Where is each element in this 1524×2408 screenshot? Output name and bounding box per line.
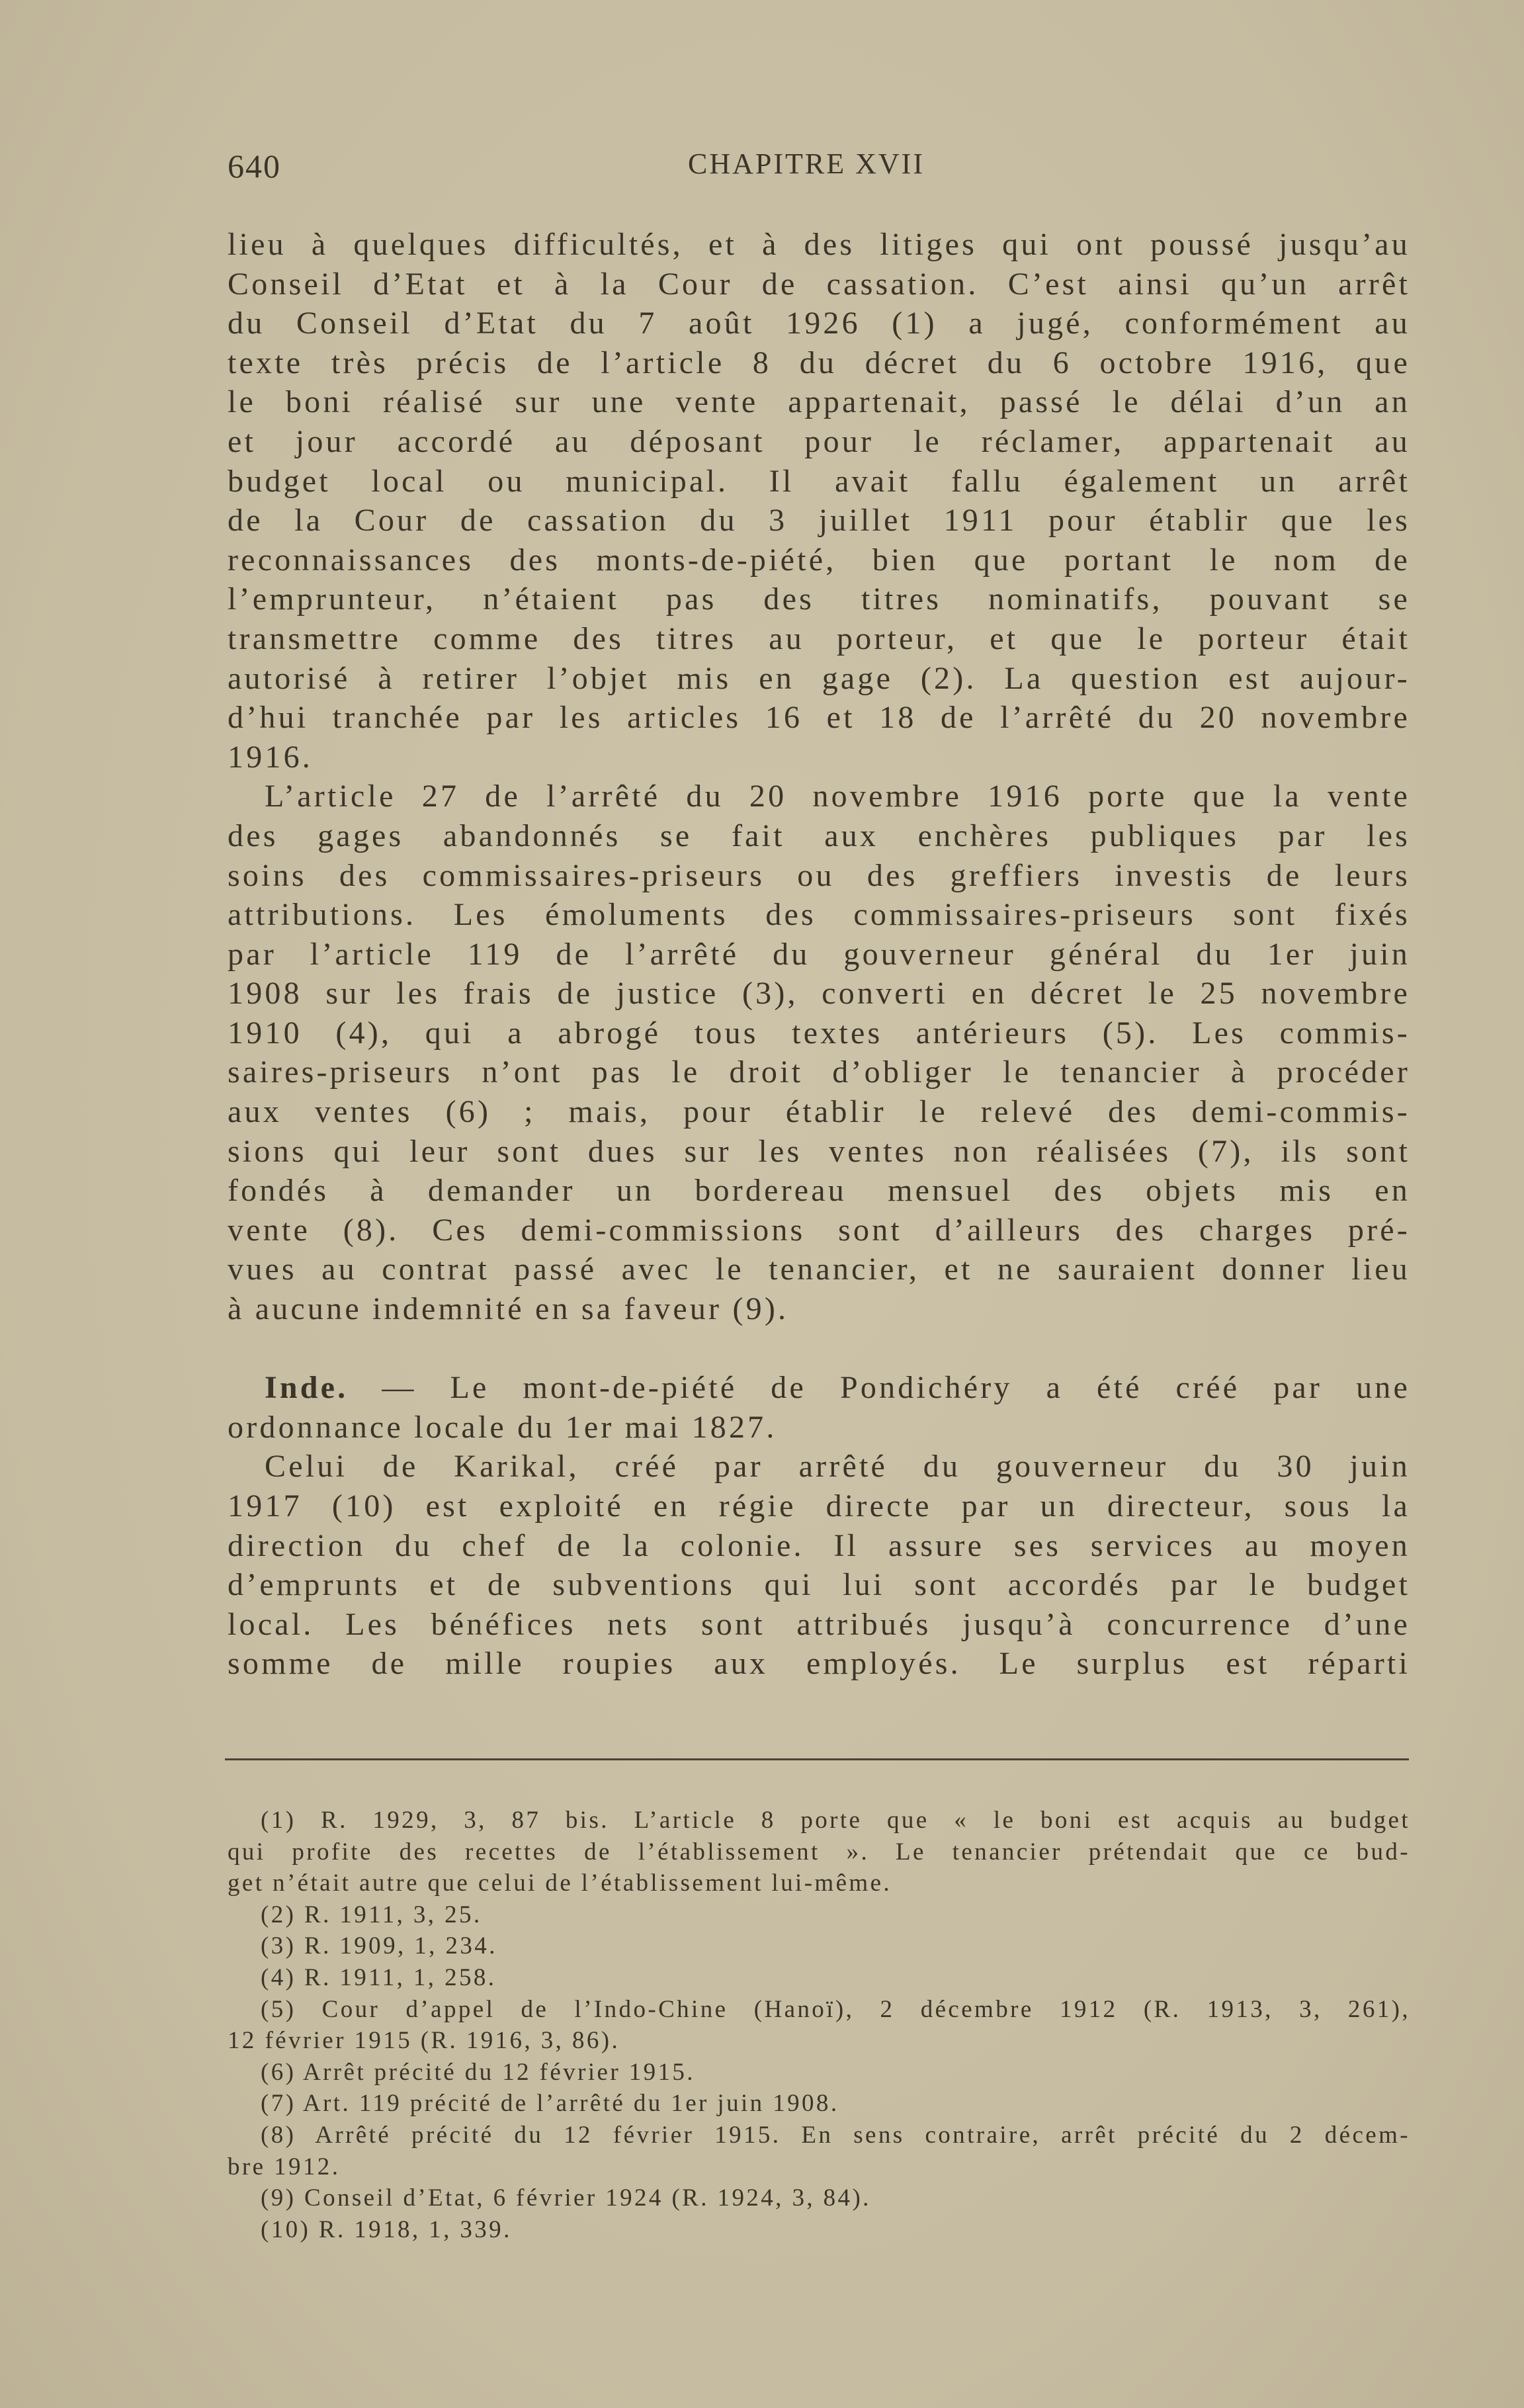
footnote-line: (9) Conseil d’Etat, 6 février 1924 (R. 1924, 3, 84).	[261, 2184, 871, 2212]
footnote-line: (10) R. 1918, 1, 339.	[261, 2215, 512, 2243]
text-line: somme de mille roupies aux employés. Le surplus est réparti	[228, 1646, 1410, 1682]
text-line: du Conseil d’Etat du 7 août 1926 (1) a jugé, conformément au	[228, 306, 1410, 341]
text-line: autorisé à retirer l’objet mis en gage (2). La question est aujour-	[228, 660, 1410, 696]
footnote-line: (3) R. 1909, 1, 234.	[261, 1932, 497, 1960]
footnotes	[228, 1805, 1410, 2245]
footnote-line: qui profite des recettes de l’établissement ». Le tenancier prétendait que ce bud-	[228, 1838, 1410, 1866]
text-line: 1910 (4), qui a abrogé tous textes antérieurs (5). Les commis-	[228, 1015, 1410, 1051]
footnote-line: (8) Arrêté précité du 12 février 1915. En sens contraire, arrêt précité du 2 décem-	[261, 2121, 1410, 2149]
text-line: par l’article 119 de l’arrêté du gouverneur général du 1er juin	[228, 936, 1410, 972]
footnote-line: (7) Art. 119 précité de l’arrêté du 1er juin 1908.	[261, 2090, 839, 2118]
text-line: texte très précis de l’article 8 du décret du 6 octobre 1916, que	[228, 345, 1410, 380]
text-line: budget local ou municipal. Il avait fallu également un arrêt	[228, 463, 1410, 499]
text-line: lieu à quelques difficultés, et à des litiges qui ont poussé jusqu’au	[228, 227, 1410, 262]
text-line: sions qui leur sont dues sur les ventes non réalisées (7), ils sont	[228, 1133, 1410, 1169]
text-line: transmettre comme des titres au porteur, et que le porteur était	[228, 621, 1410, 656]
text-line: saires-priseurs n’ont pas le droit d’obliger le tenancier à procéder	[228, 1054, 1410, 1090]
text-line: fondés à demander un bordereau mensuel des objets mis en	[228, 1173, 1410, 1209]
text-line: reconnaissances des monts-de-piété, bien que portant le nom de	[228, 542, 1410, 578]
text-line: d’hui tranchée par les articles 16 et 18 de l’arrêté du 20 novembre	[228, 700, 1410, 736]
text-line: ordonnance locale du 1er mai 1827.	[228, 1409, 777, 1445]
footnote-line: get n’était autre que celui de l’établissement lui-même.	[228, 1870, 892, 1897]
footnote-line: (4) R. 1911, 1, 258.	[261, 1963, 497, 1991]
text-line: vente (8). Ces demi-commissions sont d’ailleurs des charges pré-	[228, 1212, 1410, 1248]
text-line: aux ventes (6) ; mais, pour établir le relevé des demi-commis-	[228, 1094, 1410, 1130]
footnote-line: (5) Cour d’appel de l’Indo-Chine (Hanoï), 2 décembre 1912 (R. 1913, 3, 261),	[261, 1995, 1410, 2023]
text-line: et jour accordé au déposant pour le réclamer, appartenait au	[228, 423, 1410, 459]
text-line: d’emprunts et de subventions qui lui sont accordés par le budget	[228, 1567, 1410, 1603]
text-line: soins des commissaires-priseurs ou des greffiers investis de leurs	[228, 857, 1410, 893]
text-line: des gages abandonnés se fait aux enchères publiques par les	[228, 818, 1410, 853]
text-line: de la Cour de cassation du 3 juillet 1911 pour établir que les	[228, 503, 1410, 538]
text-line	[228, 1368, 1410, 1408]
line-text: — Le mont-de-piété de Pondichéry a été créé par une	[382, 1370, 1410, 1406]
text-line: 1908 sur les frais de justice (3), converti en décret le 25 novembre	[228, 976, 1410, 1011]
section-heading: Inde.	[265, 1370, 349, 1406]
text-line: à aucune indemnité en sa faveur (9).	[228, 1291, 789, 1327]
text-line: Conseil d’Etat et à la Cour de cassation. C’est ainsi qu’un arrêt	[228, 266, 1410, 302]
text-line	[228, 1329, 1410, 1369]
text-line: 1916.	[228, 739, 313, 775]
footnote-line: (2) R. 1911, 3, 25.	[261, 1901, 482, 1928]
text-line: Celui de Karikal, créé par arrêté du gouverneur du 30 juin	[265, 1449, 1410, 1484]
text-line: 1917 (10) est exploité en régie directe par un directeur, sous la	[228, 1488, 1410, 1524]
text-line: l’emprunteur, n’étaient pas des titres nominatifs, pouvant se	[228, 581, 1410, 617]
running-head: CHAPITRE XVII	[688, 148, 925, 180]
text-line: L’article 27 de l’arrêté du 20 novembre 1916 porte que la vente	[265, 779, 1410, 814]
text-line: vues au contrat passé avec le tenancier, et ne sauraient donner lieu	[228, 1252, 1410, 1287]
text-line: direction du chef de la colonie. Il assure ses services au moyen	[228, 1527, 1410, 1563]
page-number: 640	[228, 148, 281, 185]
footnote-line: (1) R. 1929, 3, 87 bis. L’article 8 porte que « le boni est acquis au budget	[261, 1807, 1410, 1834]
text-line: le boni réalisé sur une vente appartenait, passé le délai d’un an	[228, 384, 1410, 420]
text-line: local. Les bénéfices nets sont attribués jusqu’à concurrence d’une	[228, 1606, 1410, 1642]
footnote-line: 12 février 1915 (R. 1916, 3, 86).	[228, 2027, 620, 2055]
footnote-rule	[225, 1758, 1409, 1760]
main-text	[228, 225, 1410, 1684]
text-line: attributions. Les émoluments des commissaires-priseurs sont fixés	[228, 897, 1410, 933]
footnote-line: bre 1912.	[228, 2153, 341, 2180]
footnote-line: (6) Arrêt précité du 12 février 1915.	[261, 2058, 695, 2086]
